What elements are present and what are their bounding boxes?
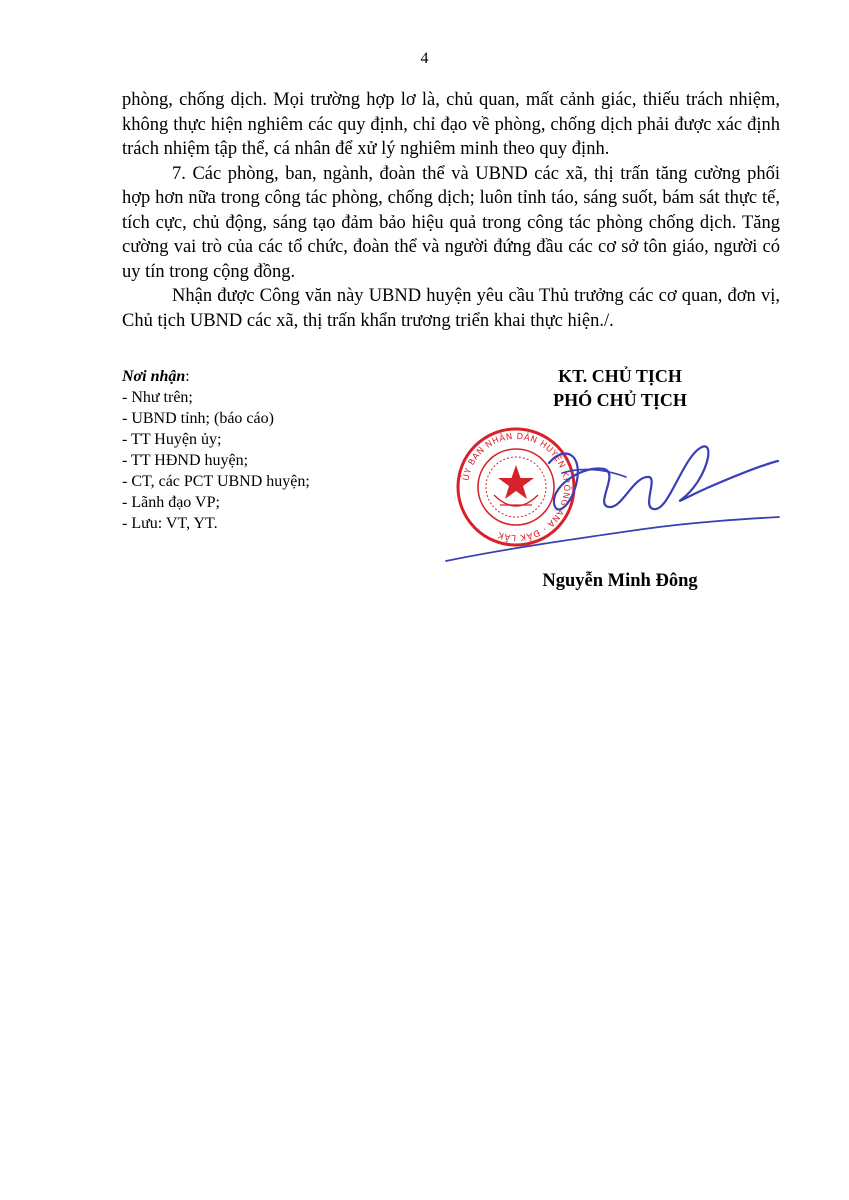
- recipients-heading: [122, 366, 422, 387]
- seal-and-signature: [444, 425, 784, 570]
- recipients-colon: :: [185, 368, 190, 385]
- recipients-list: [122, 387, 422, 534]
- recipient-item: - UBND tỉnh; (báo cáo): [122, 410, 274, 427]
- recipient-item: - Lãnh đạo VP;: [122, 494, 220, 511]
- signature-title-block: [440, 364, 800, 412]
- paragraph-continuation: phòng, chống dịch. Mọi trường hợp lơ là, chủ quan, mất cảnh giác, thiếu trách nhiệm, không thực hiện nghiêm các quy định, chỉ đạo về phòng, chống dịch phải được xác định trách nhiệm tập thể, cá nhân để xử lý nghiêm minh theo quy định.: [122, 90, 780, 159]
- handwritten-signature: [446, 446, 779, 561]
- signer-name: Nguyễn Minh Đông: [542, 571, 698, 591]
- signature-title-line1: KT. CHỦ TỊCH: [558, 366, 682, 386]
- recipients-title: Nơi nhận: [122, 368, 186, 385]
- document-body: [122, 88, 780, 333]
- seal-star-icon: [498, 465, 534, 499]
- recipient-item: - CT, các PCT UBND huyện;: [122, 473, 310, 490]
- seal-signature-graphic: [444, 425, 784, 570]
- recipient-item: - Lưu: VT, YT.: [122, 515, 218, 532]
- paragraph-closing: Nhận được Công văn này UBND huyện yêu cầu Thủ trưởng các cơ quan, đơn vị, Chủ tịch UBND các xã, thị trấn khẩn trương triển khai thực hiện./.: [122, 286, 780, 331]
- official-seal: [458, 429, 574, 545]
- recipient-item: - TT Huyện ủy;: [122, 431, 222, 448]
- paragraph-item-7: 7. Các phòng, ban, ngành, đoàn thể và UBND các xã, thị trấn tăng cường phối hợp hơn nữa trong công tác phòng, chống dịch; luôn tỉnh táo, sáng suốt, bám sát thực tế, tích cực, chủ động, sáng tạo đảm bảo hiệu quả trong công tác phòng chống dịch. Tăng cường vai trò của các tổ chức, đoàn thể và người đứng đầu các cơ sở tôn giáo, người có uy tín trong cộng đồng.: [122, 163, 780, 282]
- recipient-item: - TT HĐND huyện;: [122, 452, 249, 469]
- recipient-item: - Như trên;: [122, 389, 193, 406]
- signature-title-line2: PHÓ CHỦ TỊCH: [553, 390, 687, 410]
- seal-text: ỦY BAN NHÂN DÂN HUYỆN KRÔNG ANA · ĐẮK LẮK: [461, 431, 572, 543]
- page-number: 4: [420, 50, 429, 67]
- recipients-block: [122, 366, 422, 534]
